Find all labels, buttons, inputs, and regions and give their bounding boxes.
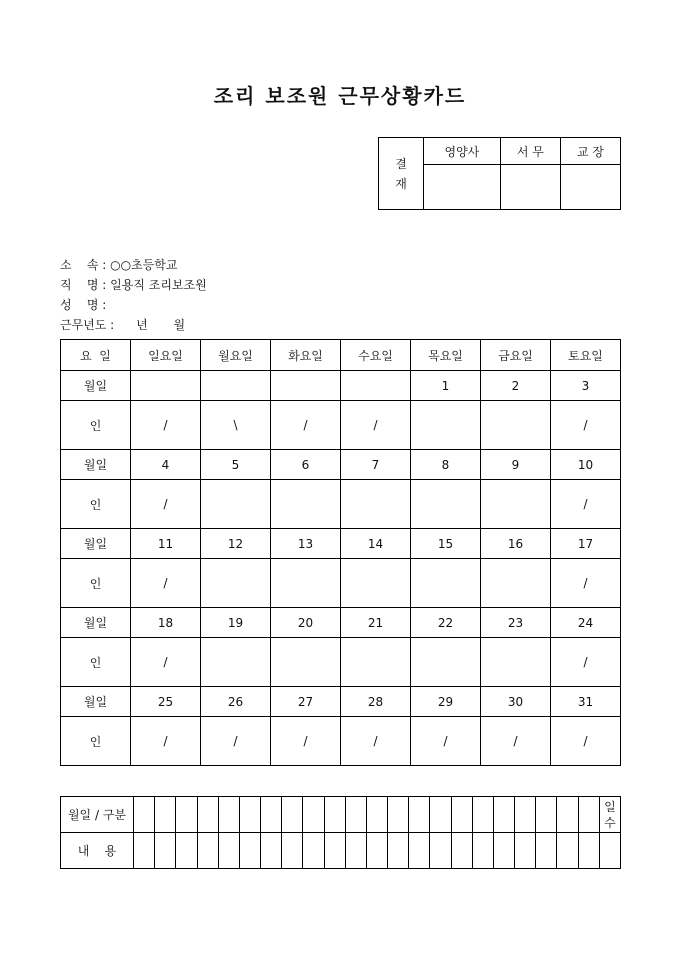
name-label: 성 명 : <box>60 298 107 312</box>
date-cell: 31 <box>551 687 621 717</box>
stamp-cell[interactable]: / <box>551 717 621 766</box>
date-category-cell[interactable] <box>197 797 218 833</box>
date-category-cell[interactable] <box>366 797 387 833</box>
date-category-cell[interactable] <box>303 797 324 833</box>
day-count-value[interactable] <box>599 833 620 869</box>
content-cell[interactable] <box>578 833 599 869</box>
date-cell: 27 <box>271 687 341 717</box>
info-affiliation <box>60 255 177 275</box>
stamp-row-label: 인 <box>61 480 131 529</box>
date-cell: 7 <box>341 450 411 480</box>
date-cell <box>201 371 271 401</box>
header-day-4: 수요일 <box>341 340 411 371</box>
stamp-row-label: 인 <box>61 638 131 687</box>
date-cell: 11 <box>131 529 201 559</box>
content-cell[interactable] <box>493 833 514 869</box>
date-row-label: 월일 <box>61 608 131 638</box>
stamp-cell[interactable]: / <box>551 638 621 687</box>
date-category-cell[interactable] <box>472 797 493 833</box>
date-category-cell[interactable] <box>409 797 430 833</box>
day-count-label <box>599 797 620 833</box>
stamp-cell[interactable]: / <box>271 401 341 450</box>
date-cell: 9 <box>481 450 551 480</box>
week-date-row <box>61 529 621 559</box>
date-cell: 1 <box>411 371 481 401</box>
date-category-cell[interactable] <box>176 797 197 833</box>
stamp-cell[interactable]: / <box>131 559 201 608</box>
stamp-cell[interactable] <box>411 401 481 450</box>
stamp-row-label: 인 <box>61 559 131 608</box>
date-cell: 8 <box>411 450 481 480</box>
content-cell[interactable] <box>218 833 239 869</box>
date-cell <box>341 371 411 401</box>
stamp-cell[interactable]: / <box>271 717 341 766</box>
stamp-cell[interactable] <box>271 480 341 529</box>
date-cell <box>271 371 341 401</box>
approval-col-dietitian: 영양사 <box>424 138 501 165</box>
date-category-cell[interactable] <box>557 797 578 833</box>
date-cell: 28 <box>341 687 411 717</box>
page-title: 조리 보조원 근무상황카드 <box>213 84 467 108</box>
date-category-cell[interactable] <box>493 797 514 833</box>
date-cell: 14 <box>341 529 411 559</box>
content-cell[interactable] <box>134 833 155 869</box>
header-day-1: 일요일 <box>131 340 201 371</box>
date-cell: 25 <box>131 687 201 717</box>
stamp-cell[interactable] <box>201 638 271 687</box>
date-cell: 17 <box>551 529 621 559</box>
date-category-cell[interactable] <box>536 797 557 833</box>
stamp-cell[interactable]: / <box>201 717 271 766</box>
date-cell: 15 <box>411 529 481 559</box>
approval-side-label-1: 결 <box>395 156 407 171</box>
date-cell: 6 <box>271 450 341 480</box>
stamp-cell[interactable] <box>341 480 411 529</box>
day-count-label-2: 수 <box>604 815 616 830</box>
date-category-cell[interactable] <box>578 797 599 833</box>
stamp-cell[interactable]: / <box>131 638 201 687</box>
approval-side-label <box>379 138 424 210</box>
row-label-date-category: 월일 / 구분 <box>61 797 134 833</box>
content-cell[interactable] <box>239 833 260 869</box>
date-row-label: 월일 <box>61 371 131 401</box>
approval-box <box>378 137 621 210</box>
stamp-cell[interactable] <box>201 559 271 608</box>
row-label-content: 내 용 <box>61 833 134 869</box>
date-category-cell[interactable] <box>239 797 260 833</box>
date-category-cell[interactable] <box>282 797 303 833</box>
stamp-row-label: 인 <box>61 401 131 450</box>
stamp-cell[interactable] <box>271 559 341 608</box>
stamp-cell[interactable] <box>341 638 411 687</box>
week-stamp-row <box>61 717 621 766</box>
date-cell: 13 <box>271 529 341 559</box>
approval-side-label-2: 재 <box>395 176 407 191</box>
stamp-cell[interactable] <box>481 480 551 529</box>
header-day-7: 토요일 <box>551 340 621 371</box>
date-category-cell[interactable] <box>388 797 409 833</box>
position-label: 직 명 : <box>60 278 107 292</box>
date-cell: 5 <box>201 450 271 480</box>
content-cell[interactable] <box>176 833 197 869</box>
stamp-cell[interactable]: / <box>551 401 621 450</box>
signature-cell-admin[interactable] <box>500 165 560 210</box>
content-cell[interactable] <box>388 833 409 869</box>
date-category-cell[interactable] <box>451 797 472 833</box>
stamp-cell[interactable]: / <box>131 717 201 766</box>
date-cell: 18 <box>131 608 201 638</box>
date-category-cell[interactable] <box>134 797 155 833</box>
week-date-row <box>61 450 621 480</box>
week-date-row <box>61 608 621 638</box>
stamp-cell[interactable]: / <box>131 480 201 529</box>
stamp-cell[interactable]: / <box>481 717 551 766</box>
calendar-header-row <box>61 340 621 371</box>
content-cell[interactable] <box>282 833 303 869</box>
signature-cell-dietitian[interactable] <box>424 165 501 210</box>
date-row-label: 월일 <box>61 529 131 559</box>
affiliation-label: 소 속 : <box>60 258 107 272</box>
stamp-cell[interactable]: / <box>551 480 621 529</box>
stamp-cell[interactable]: / <box>131 401 201 450</box>
stamp-cell[interactable] <box>481 401 551 450</box>
content-cell[interactable] <box>324 833 345 869</box>
stamp-row-label: 인 <box>61 717 131 766</box>
content-cell[interactable] <box>451 833 472 869</box>
info-year <box>60 315 185 335</box>
content-cell[interactable] <box>536 833 557 869</box>
stamp-cell[interactable] <box>341 559 411 608</box>
week-stamp-row <box>61 401 621 450</box>
date-cell <box>131 371 201 401</box>
date-cell: 4 <box>131 450 201 480</box>
stamp-cell[interactable]: / <box>341 717 411 766</box>
stamp-cell[interactable] <box>481 559 551 608</box>
content-cell[interactable] <box>472 833 493 869</box>
stamp-cell[interactable] <box>411 638 481 687</box>
content-cell[interactable] <box>261 833 282 869</box>
approval-col-principal: 교 장 <box>560 138 620 165</box>
affiliation-value: ○○초등학교 <box>110 258 178 272</box>
stamp-cell[interactable]: \ <box>201 401 271 450</box>
week-date-row <box>61 371 621 401</box>
week-date-row <box>61 687 621 717</box>
stamp-cell[interactable]: / <box>551 559 621 608</box>
date-cell: 20 <box>271 608 341 638</box>
header-day-6: 금요일 <box>481 340 551 371</box>
attendance-calendar <box>60 339 621 766</box>
date-cell: 23 <box>481 608 551 638</box>
content-cell[interactable] <box>345 833 366 869</box>
stamp-cell[interactable] <box>411 480 481 529</box>
date-cell: 29 <box>411 687 481 717</box>
content-cell[interactable] <box>303 833 324 869</box>
date-cell: 2 <box>481 371 551 401</box>
info-position <box>60 275 207 295</box>
header-day-3: 화요일 <box>271 340 341 371</box>
date-cell: 16 <box>481 529 551 559</box>
content-cell[interactable] <box>409 833 430 869</box>
date-category-cell[interactable] <box>218 797 239 833</box>
date-cell: 24 <box>551 608 621 638</box>
date-category-cell[interactable] <box>515 797 536 833</box>
date-category-cell[interactable] <box>324 797 345 833</box>
stamp-cell[interactable] <box>271 638 341 687</box>
date-cell: 30 <box>481 687 551 717</box>
stamp-cell[interactable]: / <box>341 401 411 450</box>
stamp-cell[interactable] <box>411 559 481 608</box>
date-row-label: 월일 <box>61 687 131 717</box>
date-cell: 19 <box>201 608 271 638</box>
year-label: 근무년도 : <box>60 318 115 332</box>
week-stamp-row <box>61 638 621 687</box>
month-unit: 월 <box>173 318 186 332</box>
stamp-cell[interactable] <box>201 480 271 529</box>
position-value: 일용직 조리보조원 <box>110 278 207 292</box>
date-category-cell[interactable] <box>155 797 176 833</box>
content-cell[interactable] <box>515 833 536 869</box>
header-weekday-label: 요 일 <box>61 340 131 371</box>
header-day-2: 월요일 <box>201 340 271 371</box>
content-cell[interactable] <box>197 833 218 869</box>
date-cell: 10 <box>551 450 621 480</box>
date-category-cell[interactable] <box>430 797 451 833</box>
date-category-cell[interactable] <box>261 797 282 833</box>
info-name <box>60 295 106 315</box>
content-cell[interactable] <box>557 833 578 869</box>
stamp-cell[interactable]: / <box>411 717 481 766</box>
date-cell: 26 <box>201 687 271 717</box>
date-cell: 3 <box>551 371 621 401</box>
content-cell[interactable] <box>430 833 451 869</box>
work-detail-grid <box>60 796 621 869</box>
date-cell: 12 <box>201 529 271 559</box>
date-row-label: 월일 <box>61 450 131 480</box>
signature-cell-principal[interactable] <box>560 165 620 210</box>
approval-col-admin: 서 무 <box>500 138 560 165</box>
stamp-cell[interactable] <box>481 638 551 687</box>
week-stamp-row <box>61 559 621 608</box>
date-cell: 22 <box>411 608 481 638</box>
day-count-label-1: 일 <box>604 799 616 814</box>
year-unit: 년 <box>136 318 148 332</box>
header-day-5: 목요일 <box>411 340 481 371</box>
week-stamp-row <box>61 480 621 529</box>
date-category-cell[interactable] <box>345 797 366 833</box>
date-cell: 21 <box>341 608 411 638</box>
content-cell[interactable] <box>366 833 387 869</box>
content-cell[interactable] <box>155 833 176 869</box>
